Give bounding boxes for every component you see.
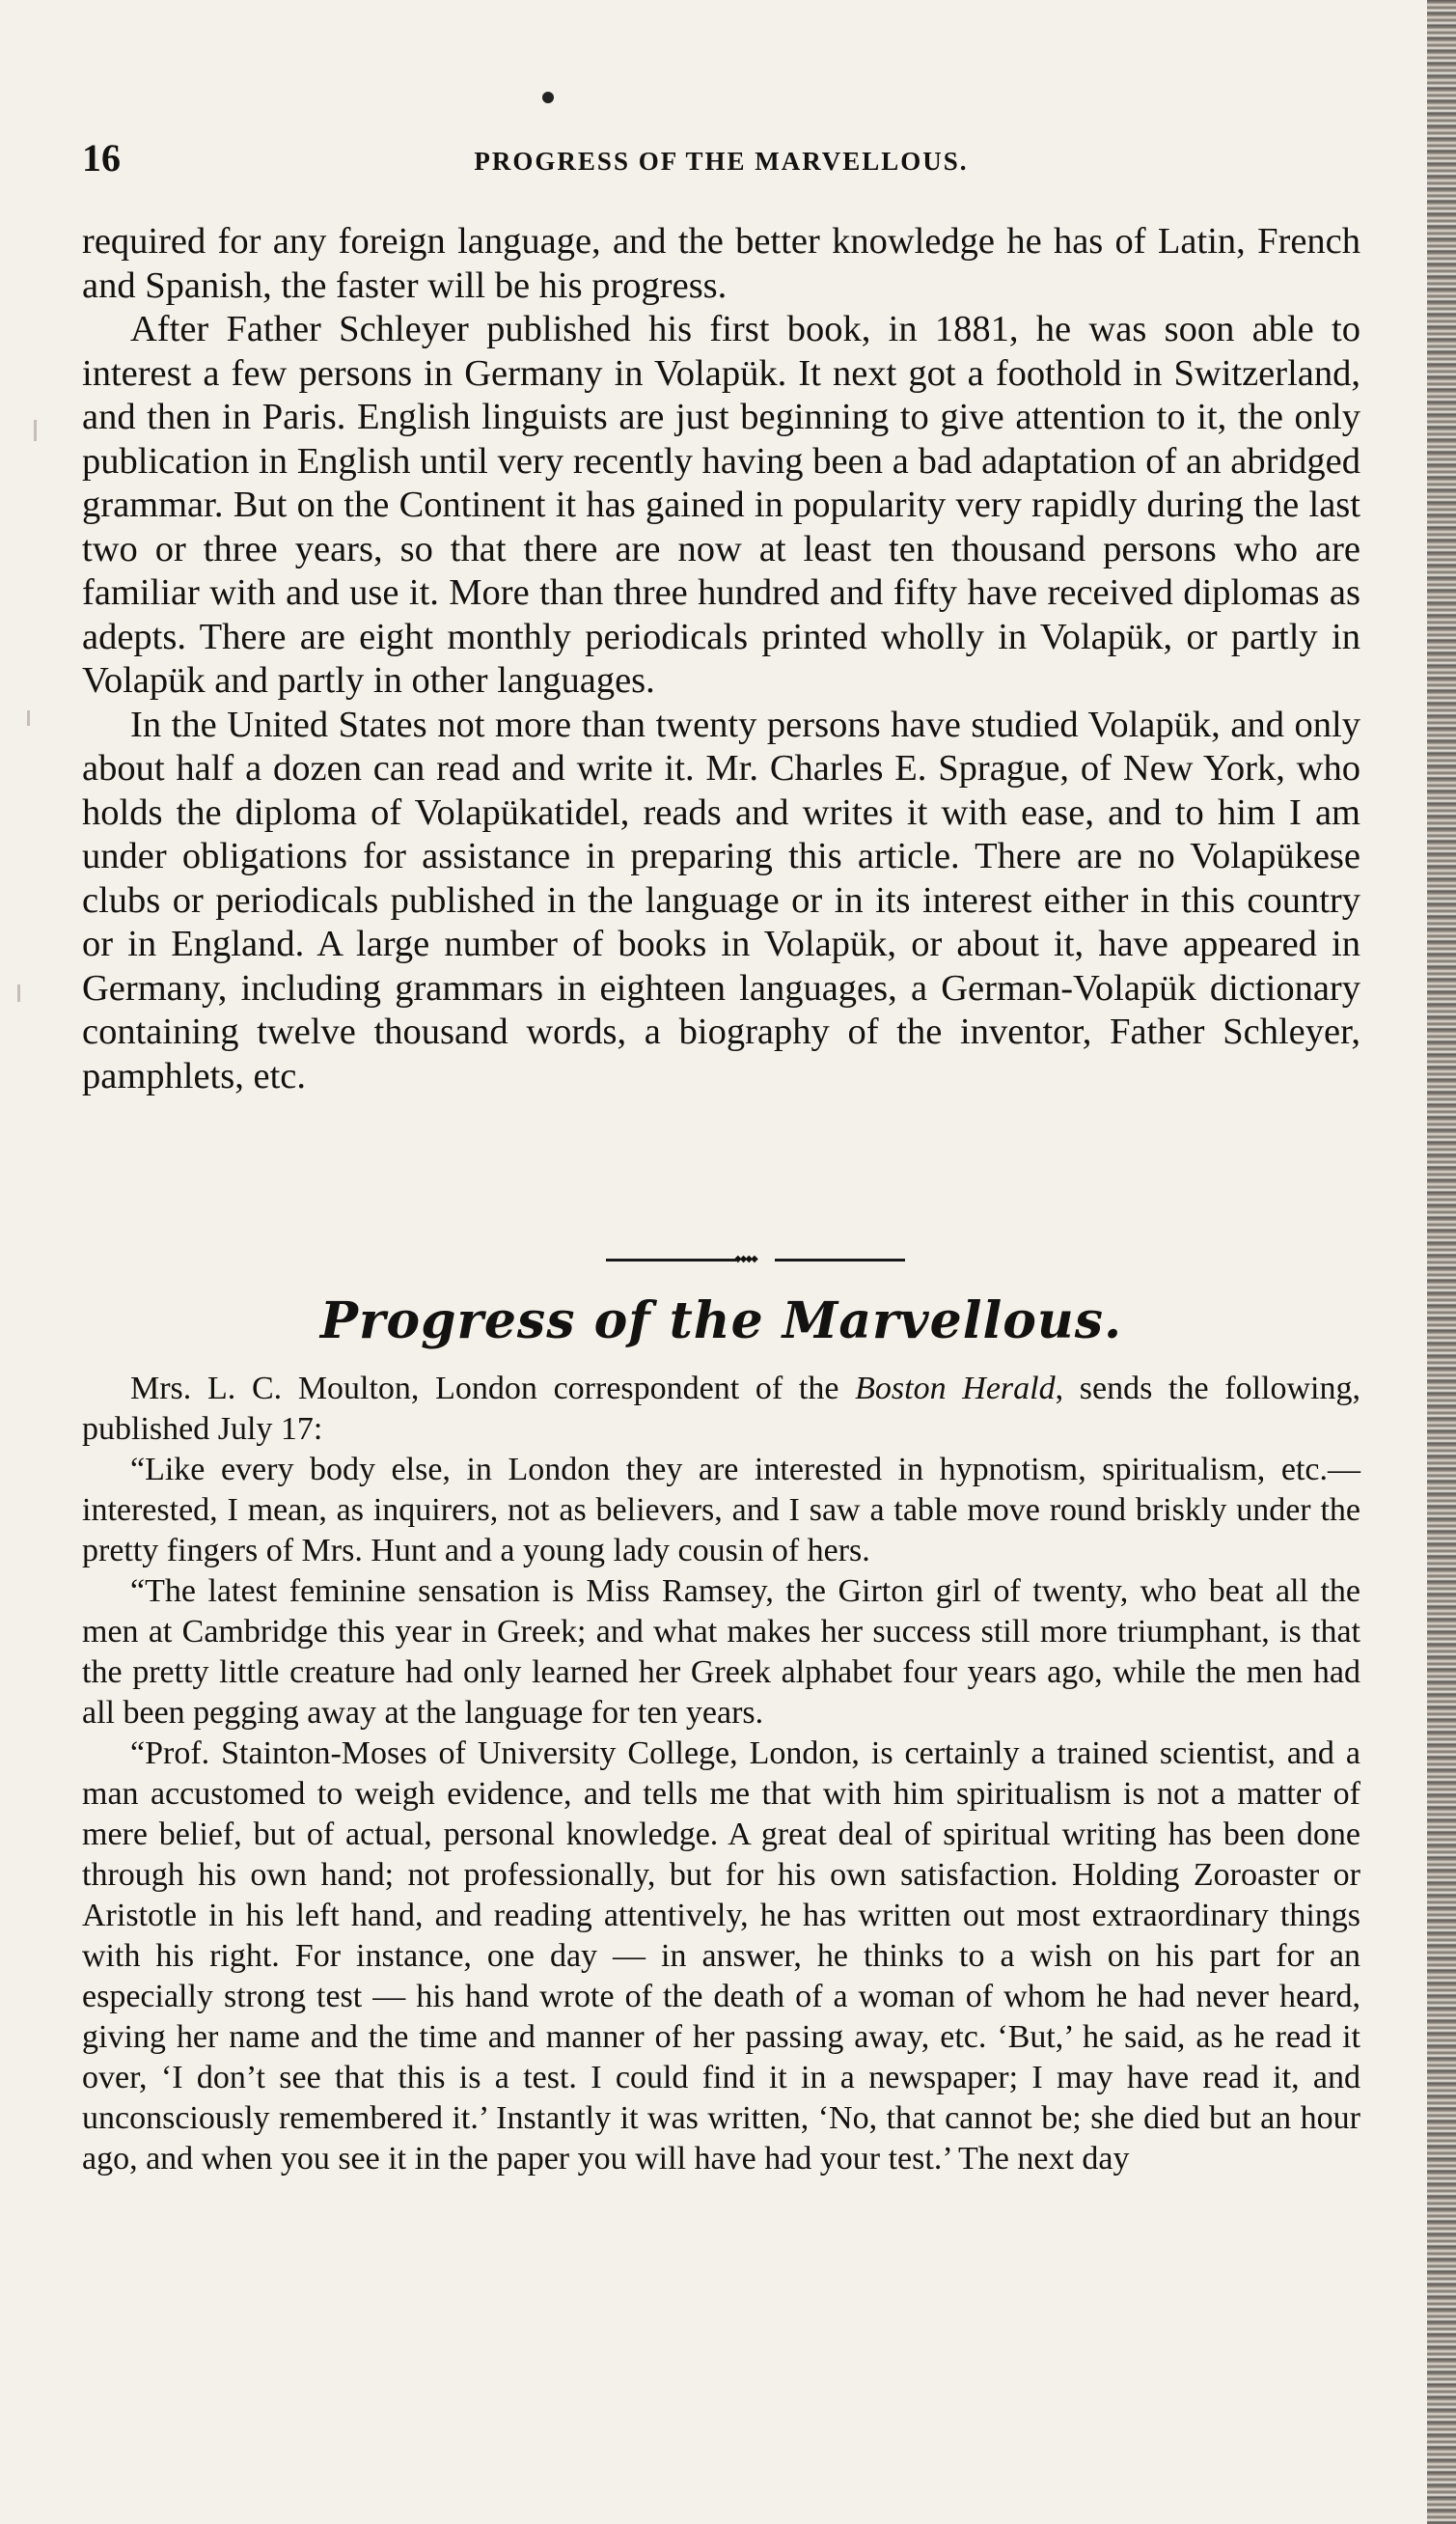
divider-rule-left [606, 1259, 736, 1262]
page-edge-binding [1427, 0, 1456, 2524]
divider-rule-right [775, 1259, 905, 1262]
paragraph: “The latest feminine sensation is Miss Ramsey, the Girton girl of twenty, who beat all the men at Cambridge this year in Greek; and what makes her success still more triumphant, is that the pretty little creature had only learned her Greek alphabet four years ago, while the men had all been pegging away at the language for ten years. [82, 1573, 1360, 1731]
paragraph: “Prof. Stainton-Moses of University College, London, is certainly a trained scientist, and a man accustomed to weigh evidence, and tells me that with him spiritualism is not a matter of mere belief, but of actual, personal knowledge. A great deal of spiritual writing has been done through his own hand; not professionally, but for his own satisfaction. Holding Zoroaster or Aristotle in his left hand, and reading attentively, he has written out most extraordinary things with his right. For instance, one day — in answer, he thinks to a wish on his part for an especially strong test — his hand wrote of the death of a woman of whom he had never heard, giving her name and the time and manner of her passing away, etc. ‘But,’ he said, as he read it over, ‘I don’t see that this is a test. I could find it in a newspaper; I may have read it, and unconsciously remembered it.’ Instantly it was written, ‘No, that cannot be; she died but an hour ago, and when you see it in the paper you will have had your test.’ The next day [82, 1735, 1360, 2177]
intro-paragraph: Mrs. L. C. Moulton, London correspondent of the Boston Herald, sends the following, published July 17: [82, 1371, 1360, 1447]
ink-smudge [17, 985, 20, 1002]
ink-speck [542, 92, 554, 103]
section-title: Progress of the Marvellous. [319, 1291, 1123, 1350]
article-continuation [82, 220, 1360, 1098]
paragraph: “Like every body else, in London they are interested in hypnotism, spiritualism, etc.— interested, I mean, as inquirers, not as believers, and I saw a table move round briskly under the pretty fingers of Mrs. Hunt and a young lady cousin of hers. [82, 1452, 1360, 1568]
paragraph: required for any foreign language, and the better knowledge he has of Latin, French and Spanish, the faster will be his progress. [82, 221, 1360, 306]
section-body [82, 1369, 1360, 2179]
publication-name: Boston Herald [855, 1371, 1056, 1406]
ink-smudge [34, 420, 37, 441]
page-number: 16 [82, 136, 121, 180]
divider-ornament-icon: ◆◆◆◆ [734, 1254, 756, 1264]
paragraph: In the United States not more than twenty persons have studied Volapük, and only about half a dozen can read and write it. Mr. Charles E. Sprague, of New York, who holds the diploma of Volapükatidel, reads and writes it with ease, and to him I am under obligations for assistance in preparing this article. There are no Volapükese clubs or periodicals published in the language or in its interest either in this country or in England. A large number of books in Volapük, or about it, have appeared in Germany, including grammars in eighteen languages, a German-Volapük dictionary containing twelve thousand words, a biography of the inventor, Father Schleyer, pamphlets, etc. [82, 704, 1360, 1096]
running-head: PROGRESS OF THE MARVELLOUS. [474, 147, 969, 176]
section-divider [606, 1255, 905, 1264]
paragraph: After Father Schleyer published his first book, in 1881, he was soon able to interest a few persons in Germany in Volapük. It next got a foothold in Switzerland, and then in Paris. English linguists are just beginning to give attention to it, the only publication in English until very recently having been a bad adaptation of an abridged grammar. But on the Continent it has gained in popularity very rapidly during the last two or three years, so that there are now at least ten thousand persons who are familiar with and use it. More than three hundred and fifty have received diplomas as adepts. There are eight monthly periodicals printed wholly in Volapük, or partly in Volapük and partly in other languages. [82, 309, 1360, 701]
ink-smudge [27, 710, 30, 726]
page-header [82, 135, 1360, 183]
